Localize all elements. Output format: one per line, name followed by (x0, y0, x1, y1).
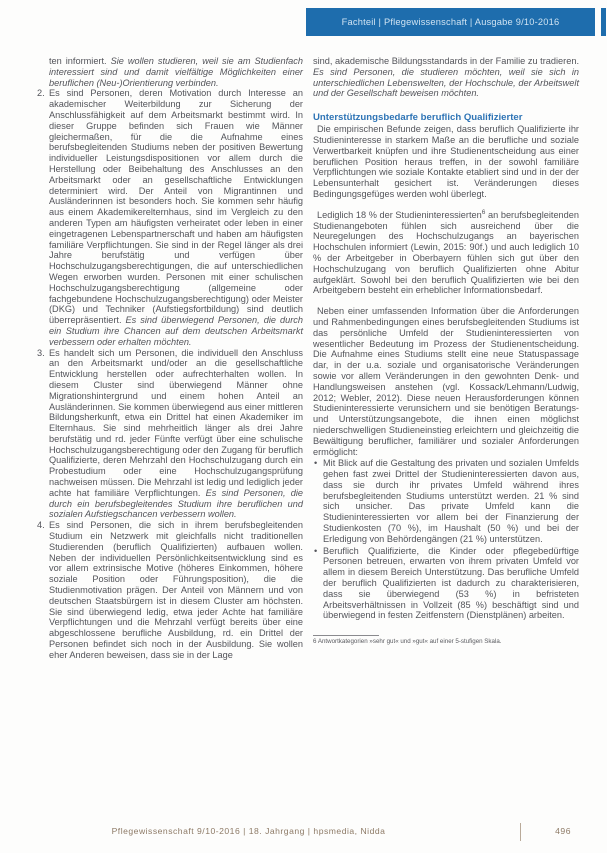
paragraph: Lediglich 18 % der Studieninteressierten$^6$ an berufsbegleitenden Studienangeboten fühlen sich ausreichend über die Neuregelungen des Hochschulzugangs an bayerischen Hochschulen informiert (Lewin, 2015: 90f.) und auch lediglich 10 % der Arbeitgeber in Oberbayern fühlen sich gut über den Hochschulzugang von beruflich Qualifizierten ohne Abitur aufgeklärt. Sowohl bei den beruflich Qualifizierten wie bei den Arbeitgebern besteht ein erheblicher Informationsbedarf. (313, 208, 579, 296)
right-column (313, 56, 579, 661)
numbered-item (37, 348, 303, 521)
paragraph: Die empirischen Befunde zeigen, dass beruflich Qualifizierte ihr Studieninteresse in starkem Maße an die berufliche und soziale Verwertbarkeit knüpfen und ihre Studienentscheidung aus einer beruflichen Position heraus treffen, in der sowohl familiäre Verpflichtungen wie soziale Kontakte etabliert sind und in der der Lebensunterhalt gesichert ist. Veränderungen dieses Bedingungsgefüges werden wohl überlegt. (313, 124, 579, 199)
page-footer (0, 823, 607, 841)
paragraph-continuation: ten informiert. Sie wollen studieren, weil sie am Studienfach interessiert sind und damit vielfältige Möglichkeiten einer beruflichen (Neu-)Orientierung verbinden. (49, 56, 303, 88)
bullet-icon: • (314, 545, 318, 556)
footnote-divider (313, 635, 379, 636)
bullet-icon: • (314, 458, 318, 469)
footer-journal-line: Pflegewissenschaft 9/10-2016 | 18. Jahrgang | hpsmedia, Nidda (111, 826, 386, 836)
bullet-text: Beruflich Qualifizierte, die Kinder oder pflegebedürftige Personen betreuen, erwarten von ihrem privaten Umfeld vor allem in diesem Bereich Unterstützung. Das berufliche Umfeld der beruflich Qualifizierten ist dadurch zu charakterisieren, dass sie überwiegend (53 %) in befristeten Arbeitsverhältnissen in Vollzeit (85 %) beschäftigt sind und überwiegend in festen Zeitfenstern (Dienstplänen) arbeiten. (323, 545, 579, 621)
page-number: 496 (555, 826, 571, 836)
item-text: Es sind Personen, deren Motivation durch Interesse an akademischer Weiterbildung zur Sicherung der Anschlussfähigkeit auf dem Arbeitsmarkt bestimmt wird. In dieser Gruppe befinden sich Frauen wie Männer gleichermaßen, für die die Aufnahme eines berufsbegleitenden Studiums neben der positiven Bewertung individueller Leistungsdispositionen vor allem durch die Herstellung oder Beibehaltung des Anschlusses an den Arbeitsmarkt oder an gesellschaftliche Entwicklungen determiniert wird. Der Anteil von Migrantinnen und Ausländerinnen ist besonders hoch. Sie kommen sehr häufig aus einem Akademikerelternhaus, sind im Vergleich zu den anderen Typen am häufigsten verheiratet oder leben in einer eingetragenen Lebenspartnerschaft und haben am häufigsten familiäre Verpflichtungen. Sie sind in der Regel länger als drei Jahre berufstätig und verfügen über Hochschulzugangsberechtigungen, die auf unterschiedlichen Wegen erworben wurden. Personen mit einer schulischen Hochschulzugangsberechtigung (allgemeine oder fachgebundene Hochschulzugangsberechtigung) oder Meister (DKG) und Techniker (Aufstiegsfortbildung) sind deutlich überrepräsentiert. Es sind überwiegend Personen, die durch ein Studium ihre Chancen auf dem deutschen Arbeitsmarkt verbessern oder erhalten möchten. (49, 88, 303, 347)
section-heading: Unterstützungsbedarfe beruflich Qualifizierter (313, 112, 523, 124)
footnote: 6 Antwortkategorien »sehr gut« und »gut« auf einer 5-stufigen Skala. (313, 638, 502, 646)
page-edge-marker (601, 8, 606, 36)
header-banner-text: Fachteil | Pflegewissenschaft | Ausgabe 9/10-2016 (341, 17, 560, 27)
bullet-item (313, 458, 579, 544)
item-number: 4. (37, 520, 45, 531)
numbered-item (37, 520, 303, 660)
item-number: 3. (37, 347, 45, 358)
footer-divider (520, 823, 521, 841)
left-column (37, 56, 303, 661)
bullet-text: Mit Blick auf die Gestaltung des privaten und sozialen Umfelds gehen fast zwei Drittel der Studieninteressierten davon aus, dass sie durch ihr privates Umfeld während ihres berufsbegleitenden Studiums unterstützt werden. 21 % sind sich unsicher. Das private Umfeld kann die Studieninteressierten vor allem bei der Finanzierung der Studienkosten (70 %), im Haushalt (50 %) und bei der Erledigung von Behördengängen (21 %) unterstützen. (323, 458, 579, 544)
item-text: Es sind Personen, die sich in ihrem berufsbegleitenden Studium ein Netzwerk mit gleichfalls nicht traditionellen Studierenden (beruflich Qualifizierten) aufbauen wollen. Neben der individuellen Persönlichkeitsentwicklung sind es vor allem extrinsische Motive (höheres Einkommen, höhere soziale Position oder Führungsposition), die die Studienmotivation prägen. Der Anteil von Männern und von deutschen Staatsbürgern ist in diesem Cluster am höchsten. Sie sind überwiegend ledig, etwa jeder Achte hat familiäre Verpflichtungen und die Mehrzahl verfügt bereits über eine abgeschlossene berufliche Ausbildung, rd. ein Drittel der Personen befindet sich noch in der Ausbildung. Sie wollen eher Anderen beweisen, dass sie in der Lage (49, 520, 303, 660)
bullet-item (313, 546, 579, 622)
paragraph: Neben einer umfassenden Information über die Anforderungen und Rahmenbedingungen eines berufsbegleitenden Studiums ist das persönliche Umfeld der Studieninteressierten von wesentlicher Bedeutung im Prozess der Studienentscheidung. Die Aufnahme eines Studiums stellt eine neue Statuspassage dar, in der u.a. soziale und organisatorische Veränderungen sowie vor allem Veränderungen in den gewohnten Denk- und Handlungsweisen anstehen (vgl. Kossack/Lehmann/Ludwig, 2012; Webler, 2012). Diese neuen Herausforderungen können Studieninteressierte verunsichern und sie benötigen Beratungs- und Unterstützungsangebote, die ihnen einen möglichst niederschwelligen Studieneinstieg erleichtern und gleichzeitig die Bewältigung beruflicher, familiärer und sozialer Anforderungen ermöglicht: (313, 306, 579, 457)
header-banner (306, 8, 595, 36)
item-text: Es handelt sich um Personen, die individuell den Anschluss an den Arbeitsmarkt und/oder an die gesellschaftliche Entwicklung herstellen oder aufrechterhalten wollen. In diesem Cluster sind überwiegend Männer ohne Migrationshintergrund und einem hohen Anteil an Ausländerinnen. Sie kommen überwiegend aus einer mittleren Bildungsherkunft, etwa ein Drittel hat einen Akademiker im Elternhaus. Sie sind mehrheitlich länger als drei Jahre berufstätig und rd. jeder Fünfte verfügt über eine schulische Hochschulzugangsberechtigung oder den Zugang für beruflich Qualifizierte, deren Mehrzahl den Hochschulzugang durch ein Probestudium oder eine Hochschulzugangsprüfung nachweisen müssen. Die Mehrzahl ist ledig und lediglich jeder achte hat familiäre Verpflichtungen. Es sind Personen, die durch ein berufsbegleitendes Studium ihre beruflichen und sozialen Aufstiegschancen verbessern wollen. (49, 347, 303, 520)
article-body (37, 56, 579, 661)
numbered-item (37, 88, 303, 347)
paragraph-continuation: sind, akademische Bildungsstandards in der Familie zu tradieren. Es sind Personen, die studieren möchten, weil sie sich in unterschiedlichen Lebenswelten, der Hochschule, der Arbeitswelt und der Gesellschaft beweisen möchten. (313, 56, 579, 99)
item-number: 2. (37, 88, 45, 99)
